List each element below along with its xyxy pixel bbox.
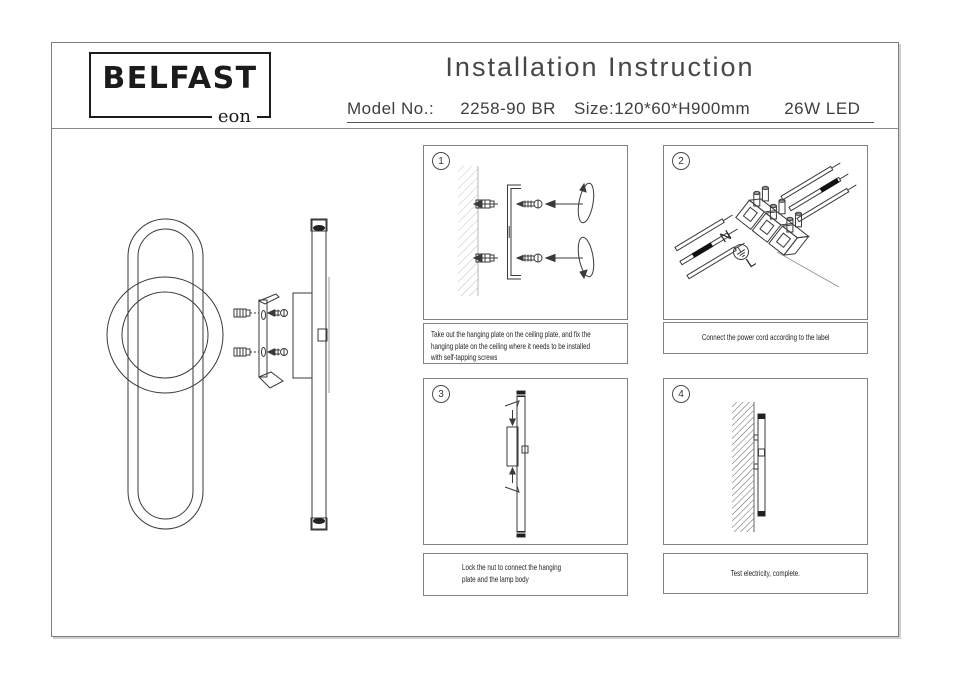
leader-line <box>777 252 839 287</box>
header-divider <box>51 128 899 129</box>
panel-4-caption: Test electricity, complete. <box>663 553 868 594</box>
bracket-bottom-flange <box>259 372 283 388</box>
brand-logo <box>89 52 271 127</box>
model-label: Model No.: <box>347 99 435 118</box>
mounted-lamp <box>754 414 766 516</box>
wall-hatch <box>458 166 478 296</box>
power-cord-wires-out <box>781 161 857 221</box>
model-line <box>347 99 874 123</box>
page-title: Installation Instruction <box>445 52 755 82</box>
screw-icon <box>268 349 288 356</box>
step-2-diagram <box>664 146 867 319</box>
bracket-drawing <box>234 294 288 388</box>
step-number-badge: 4 <box>672 385 690 403</box>
hanging-plate <box>508 185 522 279</box>
panel-3-caption: Lock the nut to connect the hanging plate and the lamp body <box>423 553 628 596</box>
size-value: Size:120*60*H900mm <box>573 99 751 118</box>
step-number-badge: 2 <box>672 152 690 170</box>
anchor-icon <box>234 348 259 356</box>
model-value: 2258-90 BR <box>460 99 556 118</box>
product-drawing <box>60 148 410 638</box>
power-cord-wires-in <box>675 213 746 278</box>
panel-1-caption: Take out the hanging plate on the ceiling plate, and fix the hanging plate on the ceiling where it needs to be installed with self-tapping screws <box>423 323 628 364</box>
live-label: L <box>742 252 759 271</box>
brand-subname: eon <box>212 106 257 127</box>
wall-hatch <box>732 402 754 532</box>
power-value: 26W LED <box>784 99 861 118</box>
bracket-top-flange <box>259 294 279 304</box>
step-number-badge: 1 <box>432 152 450 170</box>
side-view-drawing <box>293 219 329 530</box>
neutral-label: N <box>716 226 735 246</box>
screw-icon <box>517 200 542 208</box>
panel-4-figure <box>663 378 868 545</box>
panel-3-figure <box>423 378 628 545</box>
panel-2-figure <box>663 145 868 320</box>
panel-2-caption: Connect the power cord according to the label <box>663 322 868 354</box>
step-1-diagram <box>424 146 627 319</box>
screw-icon <box>517 254 542 262</box>
panel-1-figure <box>423 145 628 320</box>
step-4-diagram <box>664 379 867 544</box>
drive-arrow <box>546 182 596 224</box>
front-view-drawing <box>107 219 223 529</box>
hanging-plate <box>507 427 518 466</box>
anchor-icon <box>234 309 259 317</box>
screw-icon <box>268 310 288 317</box>
step-3-diagram <box>424 379 627 544</box>
drive-arrow <box>546 236 596 278</box>
brand-name: BELFAST <box>102 61 258 96</box>
step-number-badge: 3 <box>432 385 450 403</box>
